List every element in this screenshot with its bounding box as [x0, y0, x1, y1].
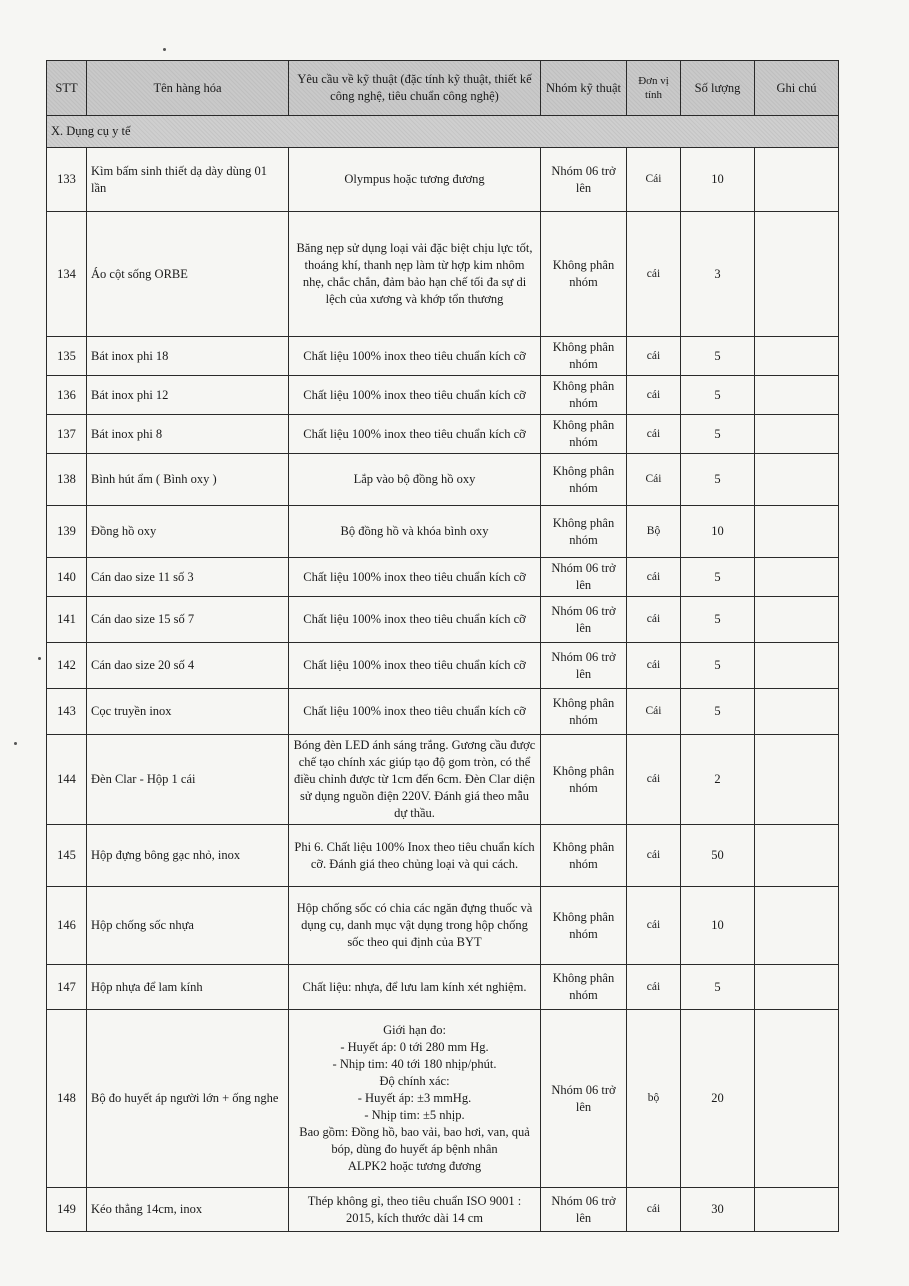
- cell-group: Nhóm 06 trở lên: [541, 597, 627, 643]
- cell-note: [755, 148, 839, 212]
- cell-group: Không phân nhóm: [541, 337, 627, 376]
- cell-unit: cái: [627, 558, 681, 597]
- table-row: [47, 887, 839, 965]
- cell-unit: Bộ: [627, 506, 681, 558]
- cell-note: [755, 965, 839, 1010]
- cell-stt: 136: [47, 376, 87, 415]
- cell-requirements: Chất liệu: nhựa, để lưu lam kính xét nghiệm.: [289, 965, 541, 1010]
- header-quantity: Số lượng: [681, 61, 755, 116]
- cell-unit: cái: [627, 1188, 681, 1232]
- cell-group: Nhóm 06 trở lên: [541, 1188, 627, 1232]
- cell-quantity: 5: [681, 643, 755, 689]
- cell-group: Nhóm 06 trở lên: [541, 148, 627, 212]
- cell-stt: 147: [47, 965, 87, 1010]
- cell-stt: 145: [47, 825, 87, 887]
- cell-stt: 140: [47, 558, 87, 597]
- cell-item-name: Bát inox phi 8: [87, 415, 289, 454]
- cell-unit: Cái: [627, 148, 681, 212]
- requirement-line: - Huyết áp: 0 tới 280 mm Hg.: [340, 1040, 489, 1054]
- cell-quantity: 10: [681, 887, 755, 965]
- cell-note: [755, 1188, 839, 1232]
- cell-quantity: 20: [681, 1010, 755, 1188]
- cell-unit: cái: [627, 597, 681, 643]
- cell-group: Nhóm 06 trở lên: [541, 643, 627, 689]
- cell-quantity: 2: [681, 735, 755, 825]
- cell-quantity: 30: [681, 1188, 755, 1232]
- cell-group: Không phân nhóm: [541, 506, 627, 558]
- cell-quantity: 5: [681, 337, 755, 376]
- cell-stt: 135: [47, 337, 87, 376]
- table-row: [47, 558, 839, 597]
- cell-unit: cái: [627, 887, 681, 965]
- table-row: [47, 643, 839, 689]
- cell-group: Không phân nhóm: [541, 735, 627, 825]
- requirement-line: - Huyết áp: ±3 mmHg.: [357, 1091, 472, 1105]
- cell-group: Không phân nhóm: [541, 454, 627, 506]
- cell-requirements: Chất liệu 100% inox theo tiêu chuẩn kích cỡ: [289, 558, 541, 597]
- cell-note: [755, 337, 839, 376]
- cell-note: [755, 1010, 839, 1188]
- cell-stt: 149: [47, 1188, 87, 1232]
- cell-quantity: 5: [681, 558, 755, 597]
- cell-note: [755, 376, 839, 415]
- cell-requirements: Phi 6. Chất liệu 100% Inox theo tiêu chuẩn kích cỡ. Đánh giá theo chủng loại và qui cách.: [289, 825, 541, 887]
- cell-note: [755, 597, 839, 643]
- cell-item-name: Kéo thẳng 14cm, inox: [87, 1188, 289, 1232]
- cell-note: [755, 689, 839, 735]
- cell-unit: cái: [627, 735, 681, 825]
- cell-item-name: Bộ đo huyết áp người lớn + ống nghe: [87, 1010, 289, 1188]
- table-row: [47, 415, 839, 454]
- cell-item-name: Đèn Clar - Hộp 1 cái: [87, 735, 289, 825]
- cell-requirements: Olympus hoặc tương đương: [289, 148, 541, 212]
- scan-speck: [38, 657, 41, 660]
- cell-stt: 134: [47, 212, 87, 337]
- table-row: [47, 1010, 839, 1188]
- cell-quantity: 5: [681, 689, 755, 735]
- cell-requirements: Hộp chống sốc có chia các ngăn đựng thuốc và dụng cụ, danh mục vật dụng trong hộp chống sốc theo qui định của BYT: [289, 887, 541, 965]
- cell-note: [755, 415, 839, 454]
- requirement-line: Bao gồm: Đồng hồ, bao vải, bao hơi, van, quả bóp, dùng đo huyết áp bệnh nhân: [299, 1125, 530, 1156]
- cell-unit: cái: [627, 643, 681, 689]
- cell-item-name: Cọc truyền inox: [87, 689, 289, 735]
- cell-item-name: Áo cột sống ORBE: [87, 212, 289, 337]
- cell-stt: 143: [47, 689, 87, 735]
- cell-note: [755, 558, 839, 597]
- cell-stt: 141: [47, 597, 87, 643]
- cell-quantity: 5: [681, 597, 755, 643]
- table-row: [47, 212, 839, 337]
- cell-group: Không phân nhóm: [541, 825, 627, 887]
- cell-item-name: Cán dao size 20 số 4: [87, 643, 289, 689]
- cell-requirements: Lắp vào bộ đồng hồ oxy: [289, 454, 541, 506]
- table-row: [47, 506, 839, 558]
- cell-note: [755, 887, 839, 965]
- cell-unit: cái: [627, 965, 681, 1010]
- cell-item-name: Bình hút ẩm ( Bình oxy ): [87, 454, 289, 506]
- cell-note: [755, 825, 839, 887]
- header-note: Ghi chú: [755, 61, 839, 116]
- cell-item-name: Bát inox phi 18: [87, 337, 289, 376]
- cell-stt: 139: [47, 506, 87, 558]
- cell-stt: 133: [47, 148, 87, 212]
- header-name: Tên hàng hóa: [87, 61, 289, 116]
- cell-requirements: [289, 1010, 541, 1188]
- cell-item-name: Bát inox phi 12: [87, 376, 289, 415]
- cell-requirements: Băng nẹp sử dụng loại vải đặc biệt chịu lực tốt, thoáng khí, thanh nẹp làm từ hợp kim nhôm nhẹ, chắc chắn, đảm bảo hạn chế tối đa sự di lệch của xương và khớp tổn thương: [289, 212, 541, 337]
- cell-group: Không phân nhóm: [541, 887, 627, 965]
- cell-requirements: Bộ đồng hồ và khóa bình oxy: [289, 506, 541, 558]
- cell-stt: 148: [47, 1010, 87, 1188]
- cell-item-name: Cán dao size 15 số 7: [87, 597, 289, 643]
- cell-group: Không phân nhóm: [541, 376, 627, 415]
- cell-item-name: Hộp đựng bông gạc nhỏ, inox: [87, 825, 289, 887]
- cell-requirements: Chất liệu 100% inox theo tiêu chuẩn kích cỡ: [289, 643, 541, 689]
- cell-item-name: Đồng hồ oxy: [87, 506, 289, 558]
- cell-group: Không phân nhóm: [541, 965, 627, 1010]
- cell-requirements: Chất liệu 100% inox theo tiêu chuẩn kích cỡ: [289, 415, 541, 454]
- cell-group: Nhóm 06 trở lên: [541, 1010, 627, 1188]
- cell-unit: cái: [627, 212, 681, 337]
- technical-spec-table: [46, 60, 839, 1232]
- cell-quantity: 5: [681, 376, 755, 415]
- cell-stt: 138: [47, 454, 87, 506]
- cell-requirements: Chất liệu 100% inox theo tiêu chuẩn kích cỡ: [289, 597, 541, 643]
- cell-note: [755, 643, 839, 689]
- cell-requirements: Chất liệu 100% inox theo tiêu chuẩn kích cỡ: [289, 689, 541, 735]
- cell-unit: Cái: [627, 689, 681, 735]
- cell-stt: 144: [47, 735, 87, 825]
- cell-note: [755, 212, 839, 337]
- requirement-line: Độ chính xác:: [379, 1074, 450, 1088]
- table-row: [47, 376, 839, 415]
- requirement-line: Giới hạn đo:: [383, 1023, 446, 1037]
- requirement-line: ALPK2 hoặc tương đương: [347, 1159, 482, 1173]
- cell-note: [755, 506, 839, 558]
- cell-unit: cái: [627, 825, 681, 887]
- section-title: X. Dụng cụ y tế: [47, 116, 839, 148]
- cell-quantity: 10: [681, 148, 755, 212]
- table-row: [47, 337, 839, 376]
- cell-group: Không phân nhóm: [541, 415, 627, 454]
- cell-quantity: 5: [681, 454, 755, 506]
- cell-group: Không phân nhóm: [541, 689, 627, 735]
- cell-unit: bộ: [627, 1010, 681, 1188]
- cell-group: Không phân nhóm: [541, 212, 627, 337]
- cell-unit: cái: [627, 337, 681, 376]
- cell-quantity: 3: [681, 212, 755, 337]
- cell-requirements: Thép không gỉ, theo tiêu chuẩn ISO 9001 : 2015, kích thước dài 14 cm: [289, 1188, 541, 1232]
- cell-quantity: 5: [681, 415, 755, 454]
- cell-unit: cái: [627, 415, 681, 454]
- cell-unit: Cái: [627, 454, 681, 506]
- requirement-line: - Nhịp tim: ±5 nhịp.: [364, 1108, 465, 1122]
- cell-quantity: 10: [681, 506, 755, 558]
- cell-item-name: Cán dao size 11 số 3: [87, 558, 289, 597]
- cell-requirements: Chất liệu 100% inox theo tiêu chuẩn kích cỡ: [289, 337, 541, 376]
- cell-stt: 146: [47, 887, 87, 965]
- cell-quantity: 5: [681, 965, 755, 1010]
- table-row: [47, 454, 839, 506]
- cell-note: [755, 454, 839, 506]
- table-row: [47, 148, 839, 212]
- cell-quantity: 50: [681, 825, 755, 887]
- table-row: [47, 965, 839, 1010]
- table-row: [47, 597, 839, 643]
- cell-item-name: Hộp nhựa để lam kính: [87, 965, 289, 1010]
- section-row: [47, 116, 839, 148]
- header-group: Nhóm kỹ thuật: [541, 61, 627, 116]
- cell-stt: 142: [47, 643, 87, 689]
- cell-unit: cái: [627, 376, 681, 415]
- table-row: [47, 1188, 839, 1232]
- header-unit: Đơn vị tính: [627, 61, 681, 116]
- cell-stt: 137: [47, 415, 87, 454]
- cell-group: Nhóm 06 trở lên: [541, 558, 627, 597]
- scan-speck: [14, 742, 17, 745]
- cell-requirements: Chất liệu 100% inox theo tiêu chuẩn kích cỡ: [289, 376, 541, 415]
- scan-speck: [163, 48, 166, 51]
- header-stt: STT: [47, 61, 87, 116]
- table-row: [47, 735, 839, 825]
- table-row: [47, 825, 839, 887]
- cell-item-name: Kìm bấm sinh thiết dạ dày dùng 01 lần: [87, 148, 289, 212]
- requirement-line: - Nhịp tim: 40 tới 180 nhịp/phút.: [332, 1057, 497, 1071]
- cell-note: [755, 735, 839, 825]
- header-requirements: Yêu cầu về kỹ thuật (đặc tính kỹ thuật, thiết kế công nghệ, tiêu chuẩn công nghệ): [289, 61, 541, 116]
- cell-item-name: Hộp chống sốc nhựa: [87, 887, 289, 965]
- table-header-row: [47, 61, 839, 116]
- table-row: [47, 689, 839, 735]
- cell-requirements: Bóng đèn LED ánh sáng trắng. Gương cầu được chế tạo chính xác giúp tạo độ gom tròn, có thể điều chỉnh được từ 1cm đến 6cm. Đèn Clar diện sử dụng nguồn điện 220V. Đánh giá theo mẫu dự thầu.: [289, 735, 541, 825]
